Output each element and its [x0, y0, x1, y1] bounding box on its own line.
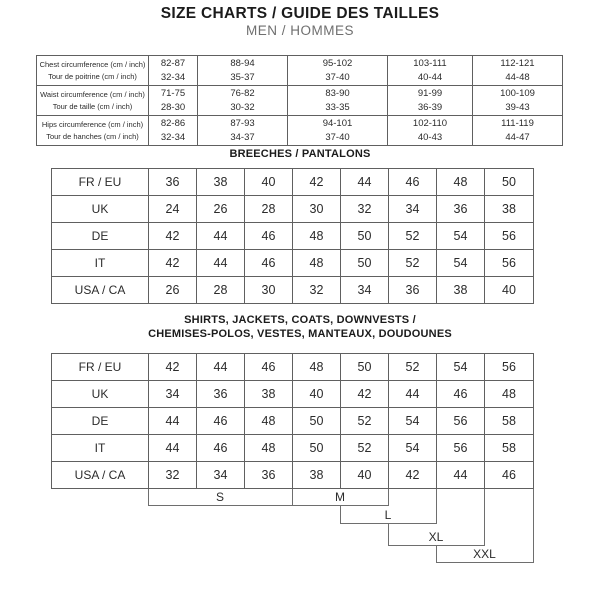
measurement-value-cell: [473, 56, 563, 86]
size-value-cell: 40: [341, 462, 389, 489]
value-cm: 103-111: [413, 57, 447, 69]
size-value-cell: 48: [293, 354, 341, 381]
measurement-label-fr: Tour de poitrine (cm / inch): [48, 71, 137, 81]
size-value-cell: 36: [197, 381, 245, 408]
value-cm: 100-109: [500, 87, 535, 99]
measurements-row: [37, 86, 563, 116]
measurement-value-cell: [149, 56, 198, 86]
measurement-value-cell: [198, 56, 288, 86]
measurements-table: [36, 55, 563, 146]
size-value-cell: 44: [341, 169, 389, 196]
region-label-cell: UK: [52, 381, 149, 408]
shirts-row: [52, 354, 534, 381]
value-inch: 32-34: [160, 71, 186, 83]
size-value-cell: 54: [437, 354, 485, 381]
region-label-cell: IT: [52, 435, 149, 462]
size-group-label-s: S: [215, 490, 224, 504]
size-value-cell: 28: [245, 196, 293, 223]
value-cm: 76-82: [230, 87, 255, 99]
size-value-cell: 32: [149, 462, 197, 489]
size-value-cell: 58: [485, 408, 534, 435]
size-value-cell: 42: [149, 250, 197, 277]
size-value-cell: 58: [485, 435, 534, 462]
value-cm: 71-75: [160, 87, 186, 99]
size-value-cell: 24: [149, 196, 197, 223]
size-value-cell: 42: [341, 381, 389, 408]
size-value-cell: 34: [341, 277, 389, 304]
value-cm: 112-121: [500, 57, 535, 69]
value-cm: 82-86: [160, 117, 186, 129]
value-inch: 44-48: [505, 71, 530, 83]
size-value-cell: 52: [341, 408, 389, 435]
value-cm: 102-110: [412, 117, 448, 129]
region-label-cell: IT: [52, 250, 149, 277]
region-label-cell: DE: [52, 408, 149, 435]
size-value-cell: 44: [197, 250, 245, 277]
size-value-cell: 46: [197, 435, 245, 462]
bracket-xl-right: [484, 489, 485, 546]
size-value-cell: 44: [149, 408, 197, 435]
measurement-value-cell: [388, 86, 473, 116]
size-value-cell: 38: [293, 462, 341, 489]
size-value-cell: 38: [437, 277, 485, 304]
size-group-label-xxl: XXL: [473, 547, 496, 561]
size-group-label-l: L: [384, 508, 392, 522]
size-group-label-m: M: [335, 490, 345, 504]
size-value-cell: 48: [245, 408, 293, 435]
size-value-cell: 50: [485, 169, 534, 196]
measurement-value-cell: [198, 86, 288, 116]
size-value-cell: 28: [197, 277, 245, 304]
measurement-value-cell: [149, 86, 198, 116]
breeches-row: [52, 223, 534, 250]
shirts-table: [51, 353, 534, 489]
size-value-cell: 48: [293, 250, 341, 277]
size-value-cell: 52: [389, 354, 437, 381]
size-value-cell: 56: [485, 354, 534, 381]
measurement-value-cell: [149, 116, 198, 146]
page-subtitle: MEN / HOMMES: [245, 23, 354, 38]
size-value-cell: 30: [293, 196, 341, 223]
value-cm: 111-119: [501, 117, 534, 129]
breeches-row: [52, 196, 534, 223]
size-value-cell: 44: [149, 435, 197, 462]
size-value-cell: 48: [437, 169, 485, 196]
size-value-cell: 52: [389, 250, 437, 277]
size-value-cell: 56: [485, 223, 534, 250]
measurement-label-fr: Tour de hanches (cm / inch): [46, 131, 139, 141]
value-inch: 40-43: [417, 131, 443, 143]
size-value-cell: 46: [389, 169, 437, 196]
bracket-xxl-bottom: [436, 562, 534, 563]
bracket-l-right: [436, 489, 437, 524]
measurements-row: [37, 116, 563, 146]
measurement-label-cell: [37, 56, 149, 86]
bracket-m-right: [388, 489, 389, 506]
size-value-cell: 42: [149, 354, 197, 381]
size-value-cell: 50: [293, 408, 341, 435]
size-value-cell: 44: [197, 354, 245, 381]
size-value-cell: 36: [389, 277, 437, 304]
size-value-cell: 36: [437, 196, 485, 223]
value-inch: 33-35: [325, 101, 350, 113]
size-value-cell: 34: [197, 462, 245, 489]
value-inch: 34-37: [230, 131, 255, 143]
size-value-cell: 50: [293, 435, 341, 462]
size-value-cell: 44: [437, 462, 485, 489]
breeches-row: [52, 277, 534, 304]
size-value-cell: 30: [245, 277, 293, 304]
value-cm: 94-101: [322, 117, 353, 129]
value-inch: 32-34: [160, 131, 186, 143]
bracket-xxl-right: [533, 489, 534, 563]
size-value-cell: 52: [341, 435, 389, 462]
region-label-cell: USA / CA: [52, 277, 149, 304]
value-inch: 39-43: [505, 101, 530, 113]
region-label-cell: USA / CA: [52, 462, 149, 489]
region-label-cell: FR / EU: [52, 354, 149, 381]
size-value-cell: 46: [197, 408, 245, 435]
size-value-cell: 46: [245, 354, 293, 381]
size-value-cell: 56: [437, 435, 485, 462]
shirts-row: [52, 435, 534, 462]
size-value-cell: 44: [389, 381, 437, 408]
value-cm: 83-90: [325, 87, 350, 99]
measurement-label-en: Waist circumference (cm / inch): [40, 90, 145, 100]
size-value-cell: 54: [437, 250, 485, 277]
breeches-table: [51, 168, 534, 304]
size-value-cell: 48: [245, 435, 293, 462]
size-value-cell: 42: [293, 169, 341, 196]
measurement-label-cell: [37, 86, 149, 116]
size-value-cell: 56: [485, 250, 534, 277]
breeches-row: [52, 250, 534, 277]
value-cm: 91-99: [417, 87, 443, 99]
value-inch: 36-39: [417, 101, 443, 113]
measurement-label-en: Hips circumference (cm / inch): [41, 120, 144, 130]
measurement-label-fr: Tour de taille (cm / inch): [52, 101, 133, 111]
size-value-cell: 54: [437, 223, 485, 250]
shirts-section-title-line2: CHEMISES-POLOS, VESTES, MANTEAUX, DOUDOUNES: [148, 328, 452, 340]
size-value-cell: 40: [485, 277, 534, 304]
size-value-cell: 34: [389, 196, 437, 223]
value-inch: 40-44: [417, 71, 443, 83]
measurement-label-cell: [37, 116, 149, 146]
size-value-cell: 50: [341, 223, 389, 250]
size-value-cell: 42: [149, 223, 197, 250]
size-value-cell: 38: [245, 381, 293, 408]
size-group-label-xl: XL: [428, 530, 444, 544]
value-inch: 35-37: [230, 71, 255, 83]
size-value-cell: 38: [197, 169, 245, 196]
measurement-value-cell: [288, 86, 388, 116]
size-value-cell: 46: [437, 381, 485, 408]
size-value-cell: 48: [293, 223, 341, 250]
value-inch: 37-40: [325, 131, 350, 143]
size-value-cell: 50: [341, 354, 389, 381]
size-value-cell: 40: [245, 169, 293, 196]
size-value-cell: 54: [389, 435, 437, 462]
size-value-cell: 52: [389, 223, 437, 250]
size-value-cell: 50: [341, 250, 389, 277]
measurements-row: [37, 56, 563, 86]
value-cm: 87-93: [230, 117, 255, 129]
size-value-cell: 26: [149, 277, 197, 304]
size-value-cell: 38: [485, 196, 534, 223]
measurement-value-cell: [473, 86, 563, 116]
size-value-cell: 44: [197, 223, 245, 250]
shirts-row: [52, 462, 534, 489]
size-value-cell: 36: [149, 169, 197, 196]
value-cm: 95-102: [322, 57, 353, 69]
size-value-cell: 46: [245, 223, 293, 250]
size-value-cell: 46: [245, 250, 293, 277]
value-inch: 44-47: [505, 131, 530, 143]
value-inch: 30-32: [230, 101, 255, 113]
size-value-cell: 46: [485, 462, 534, 489]
value-cm: 82-87: [160, 57, 186, 69]
value-cm: 88-94: [230, 57, 255, 69]
value-inch: 28-30: [160, 101, 186, 113]
region-label-cell: UK: [52, 196, 149, 223]
bracket-s-bottom: [148, 505, 293, 506]
breeches-row: [52, 169, 534, 196]
measurement-value-cell: [388, 56, 473, 86]
size-value-cell: 32: [293, 277, 341, 304]
size-value-cell: 36: [245, 462, 293, 489]
region-label-cell: DE: [52, 223, 149, 250]
measurement-value-cell: [198, 116, 288, 146]
size-value-cell: 56: [437, 408, 485, 435]
breeches-section-title: BREECHES / PANTALONS: [229, 148, 371, 160]
shirts-row: [52, 408, 534, 435]
measurement-value-cell: [388, 116, 473, 146]
size-value-cell: 42: [389, 462, 437, 489]
size-value-cell: 34: [149, 381, 197, 408]
page-title: SIZE CHARTS / GUIDE DES TAILLES: [160, 5, 440, 22]
measurement-label-en: Chest circumference (cm / inch): [39, 60, 146, 70]
measurement-value-cell: [288, 56, 388, 86]
measurement-value-cell: [473, 116, 563, 146]
measurement-value-cell: [288, 116, 388, 146]
size-value-cell: 54: [389, 408, 437, 435]
value-inch: 37-40: [325, 71, 350, 83]
shirts-row: [52, 381, 534, 408]
size-value-cell: 40: [293, 381, 341, 408]
size-value-cell: 32: [341, 196, 389, 223]
shirts-section-title-line1: SHIRTS, JACKETS, COATS, DOWNVESTS /: [184, 314, 416, 326]
size-value-cell: 26: [197, 196, 245, 223]
region-label-cell: FR / EU: [52, 169, 149, 196]
size-value-cell: 48: [485, 381, 534, 408]
